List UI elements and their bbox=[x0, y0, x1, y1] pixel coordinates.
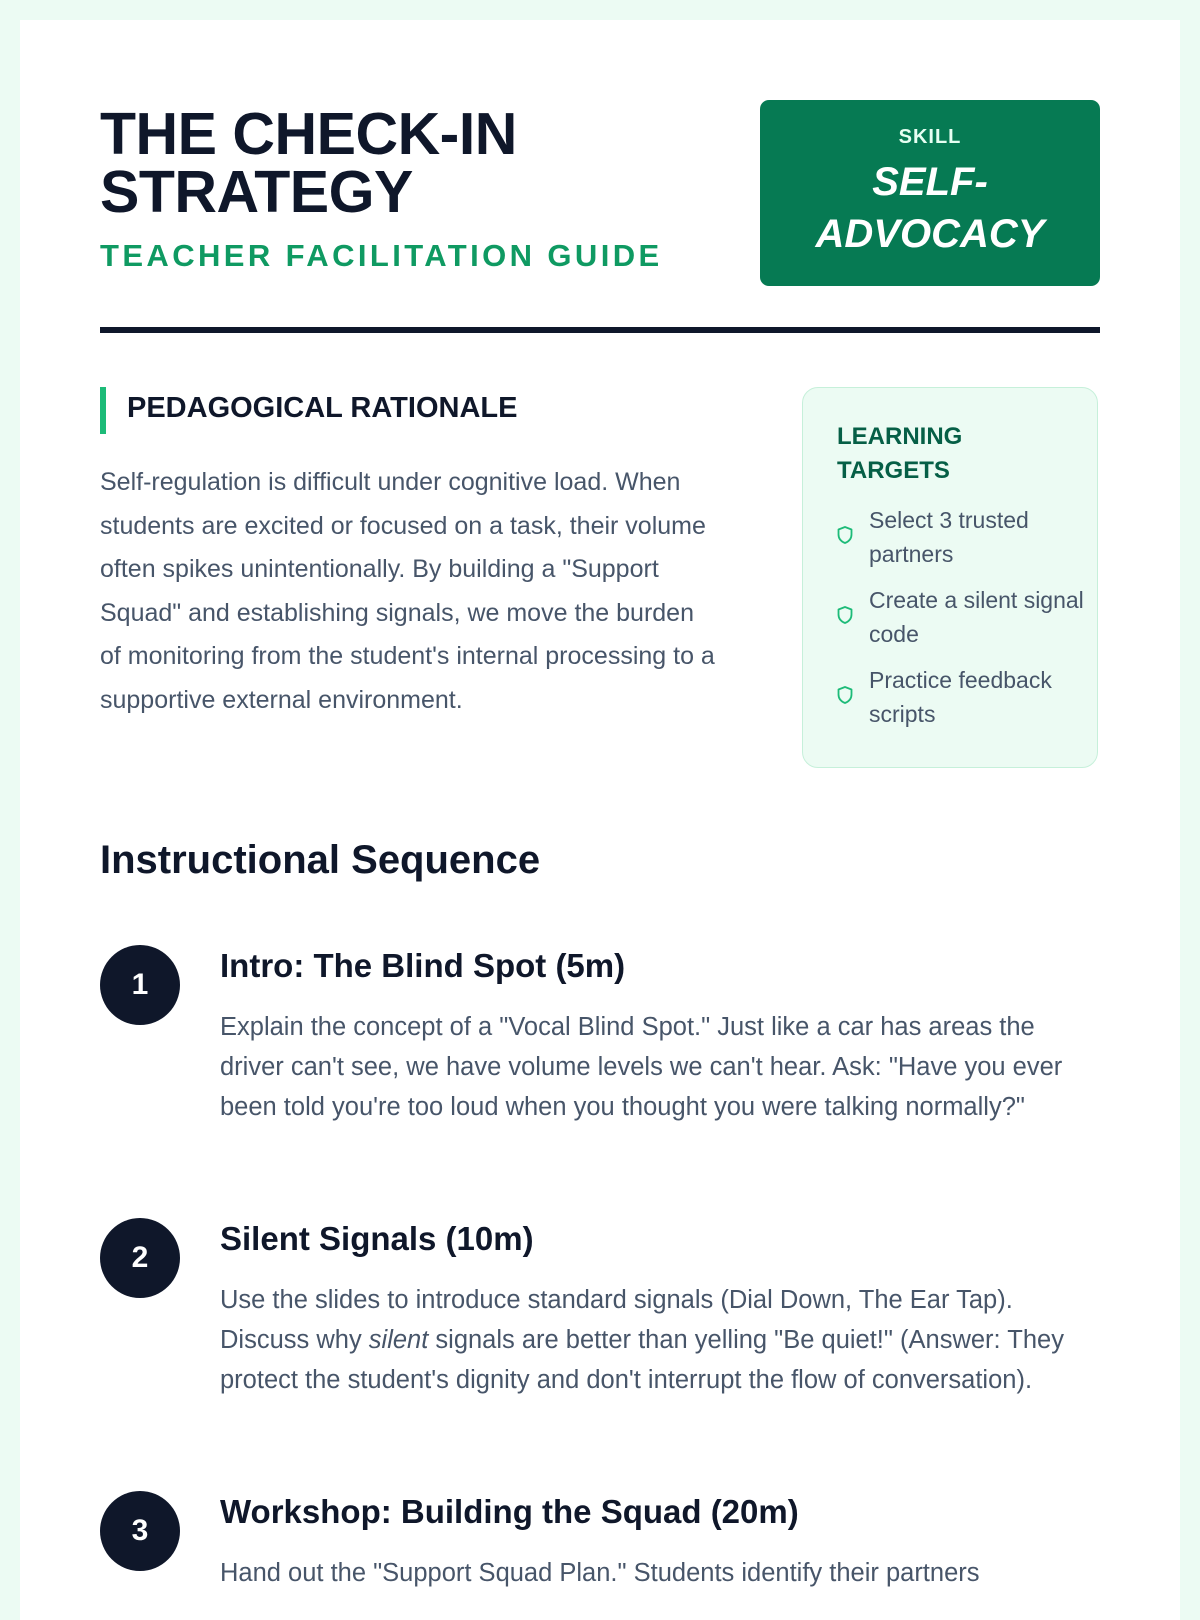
skill-value bbox=[760, 156, 1100, 260]
skill-label: SKILL bbox=[898, 126, 962, 148]
step-number-badge: 2 bbox=[100, 1218, 180, 1298]
page-title bbox=[100, 101, 740, 225]
shield-icon bbox=[837, 686, 853, 704]
title-line-1: THE CHECK-IN bbox=[100, 101, 517, 167]
learning-target-label: Select 3 trusted partners bbox=[869, 507, 1029, 567]
sequence-heading: Instructional Sequence bbox=[100, 838, 541, 882]
shield-icon bbox=[837, 606, 853, 624]
learning-target-item bbox=[837, 663, 1087, 733]
skill-badge bbox=[760, 100, 1100, 286]
step-body-emphasis: silent bbox=[368, 1326, 429, 1354]
skill-value-line-2: ADVOCACY bbox=[815, 212, 1045, 256]
learning-targets-card bbox=[802, 387, 1098, 768]
learning-targets-title: LEARNING TARGETS bbox=[837, 423, 963, 484]
section-accent-bar bbox=[100, 387, 106, 434]
step-title: Intro: The Blind Spot (5m) bbox=[220, 947, 626, 984]
step-title: Silent Signals (10m) bbox=[220, 1220, 534, 1257]
learning-target-label: Create a silent signal code bbox=[869, 587, 1084, 647]
page-subtitle: TEACHER FACILITATION GUIDE bbox=[100, 238, 663, 273]
step-number-badge: 1 bbox=[100, 945, 180, 1025]
title-line-2: STRATEGY bbox=[100, 159, 413, 225]
learning-target-item bbox=[837, 583, 1087, 653]
step-body: Explain the concept of a "Vocal Blind Spot." Just like a car has areas the driver can't see, we have volume levels we can't hear. Ask: "Have you ever been told you're too loud when you thought you were talking normally?" bbox=[220, 1013, 1063, 1121]
shield-icon bbox=[837, 526, 853, 544]
step-body-text: Use the slides to introduce standard signals (Dial Down, The Ear Tap). Discuss why bbox=[220, 1286, 1013, 1354]
skill-value-line-1: SELF- bbox=[872, 160, 988, 204]
step-number-badge: 3 bbox=[100, 1491, 180, 1571]
learning-target-item bbox=[837, 503, 1087, 573]
step-body-text: signals are better than yelling "Be quiet!" (Answer: They protect the student's dignity and don't interrupt the flow of conversation). bbox=[220, 1326, 1064, 1394]
page-sheet bbox=[20, 20, 1180, 1620]
learning-target-label: Practice feedback scripts bbox=[869, 667, 1052, 727]
step-body: Hand out the "Support Squad Plan." Students identify their partners bbox=[220, 1559, 980, 1587]
step-title: Workshop: Building the Squad (20m) bbox=[220, 1493, 799, 1530]
step-body bbox=[220, 1280, 1104, 1400]
rationale-text: Self-regulation is difficult under cognitive load. When students are excited or focused on a task, their volume often spikes unintentionally. By building a "Support Squad" and establishing signals, we move the burden of monitoring from the student's internal processing to a supportive external environment. bbox=[100, 468, 715, 714]
header-divider bbox=[100, 327, 1100, 333]
rationale-heading: PEDAGOGICAL RATIONALE bbox=[127, 392, 518, 424]
